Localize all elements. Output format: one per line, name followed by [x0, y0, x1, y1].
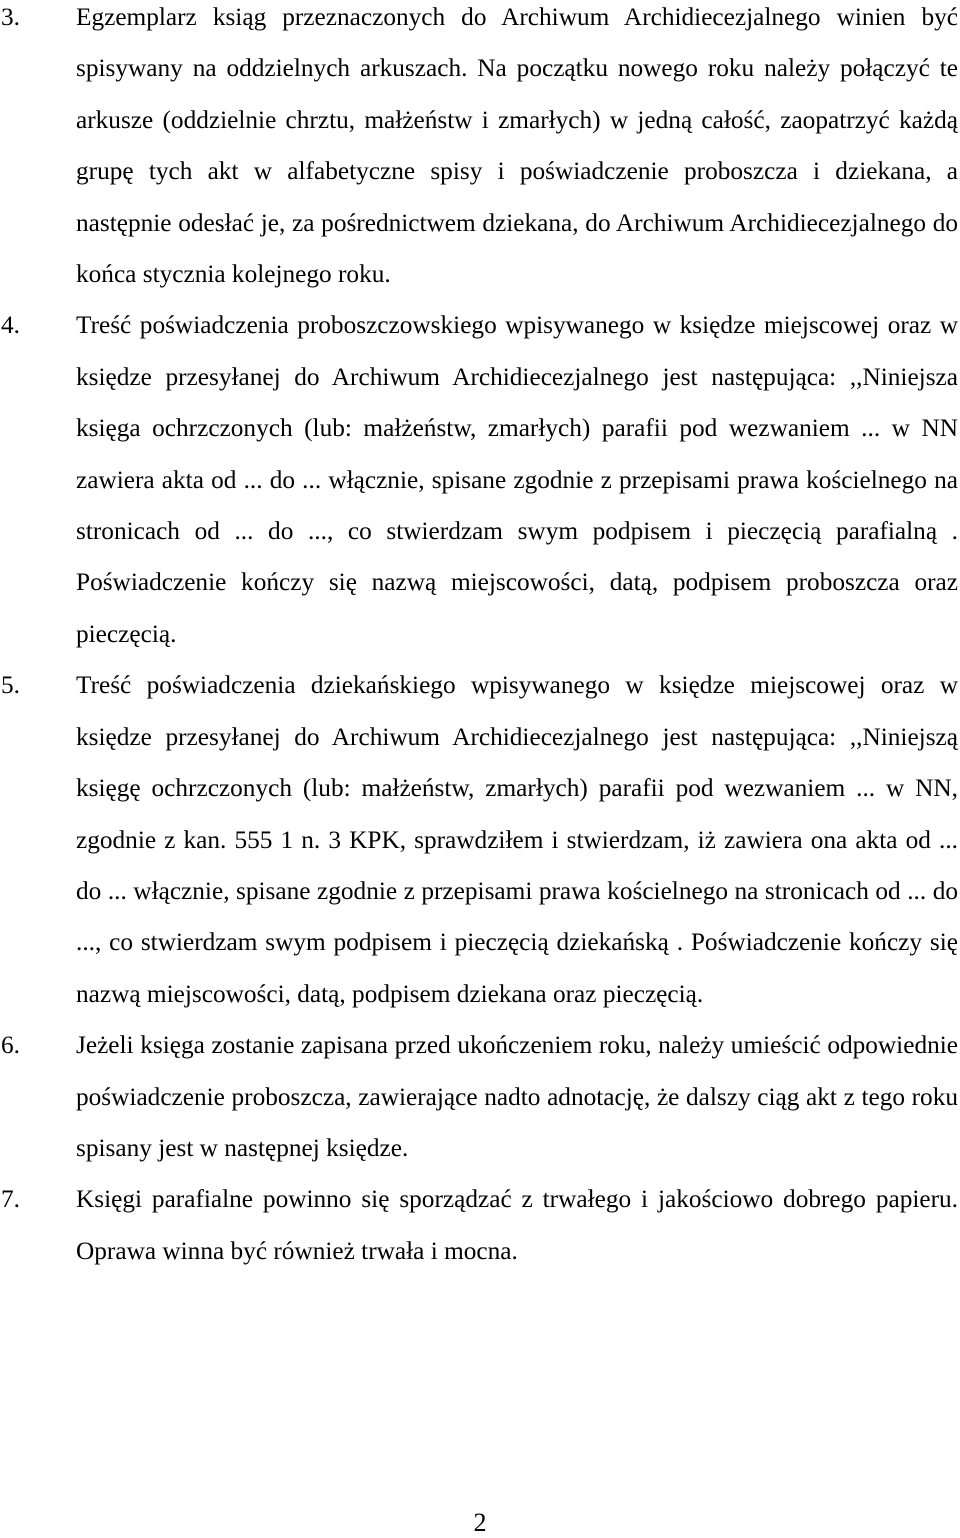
list-item	[0, 1020, 960, 1174]
list-item-text: Księgi parafialne powinno się sporządzać z trwałego i jakościowo dobrego papieru. Oprawa winna być również trwała i mocna.	[76, 1185, 958, 1265]
page-number: 2	[473, 1508, 487, 1537]
list-item-text: Jeżeli księga zostanie zapisana przed ukończeniem roku, należy umieścić odpowiednie poświadczenie proboszcza, zawierające nadto adnotację, że dalszy ciąg akt z tego roku spisany jest w następnej księdze.	[76, 1031, 958, 1162]
list-item-number: 5.	[1, 671, 20, 700]
list-item	[0, 1174, 960, 1277]
list-item	[0, 300, 960, 660]
list-item-number: 7.	[1, 1185, 20, 1214]
list-item-text: Treść poświadczenia dziekańskiego wpisywanego w księdze miejscowej oraz w księdze przesyłanej do Archiwum Archidiecezjalnego jest następująca: ,,Niniejszą księgę ochrzczonych (lub: małżeństw, zmarłych) parafii pod wezwaniem ... w NN, zgodnie z kan. 555 1 n. 3 KPK, sprawdziłem i stwierdzam, iż zawiera ona akta od ... do ... włącznie, spisane zgodnie z przepisami prawa kościelnego na stronicach od ... do ..., co stwierdzam swym podpisem i pieczęcią dziekańską . Poświadczenie kończy się nazwą miejscowości, datą, podpisem dziekana oraz pieczęcią.	[76, 671, 958, 1008]
list-item-number: 4.	[1, 311, 20, 340]
list-item	[0, 0, 960, 300]
list-item-number: 3.	[1, 3, 20, 31]
list-item-number: 6.	[1, 1031, 20, 1060]
list-item	[0, 660, 960, 1020]
list-item-text: Egzemplarz ksiąg przeznaczonych do Archiwum Archidiecezjalnego winien być spisywany na oddzielnych arkuszach. Na początku nowego roku należy połączyć te arkusze (oddzielnie chrztu, małżeństw i zmarłych) w jedną całość, zaopatrzyć każdą grupę tych akt w alfabetyczne spisy i poświadczenie proboszcza i dziekana, a następnie odesłać je, za pośrednictwem dziekana, do Archiwum Archidiecezjalnego do końca stycznia kolejnego roku.	[76, 3, 958, 289]
list-item-text: Treść poświadczenia proboszczowskiego wpisywanego w księdze miejscowej oraz w księdze przesyłanej do Archiwum Archidiecezjalnego jest następująca: ,,Niniejsza księga ochrzczonych (lub: małżeństw, zmarłych) parafii pod wezwaniem ... w NN zawiera akta od ... do ... włącznie, spisane zgodnie z przepisami prawa kościelnego na stronicach od ... do ..., co stwierdzam swym podpisem i pieczęcią parafialną . Poświadczenie kończy się nazwą miejscowości, datą, podpisem proboszcza oraz pieczęcią.	[76, 311, 958, 648]
